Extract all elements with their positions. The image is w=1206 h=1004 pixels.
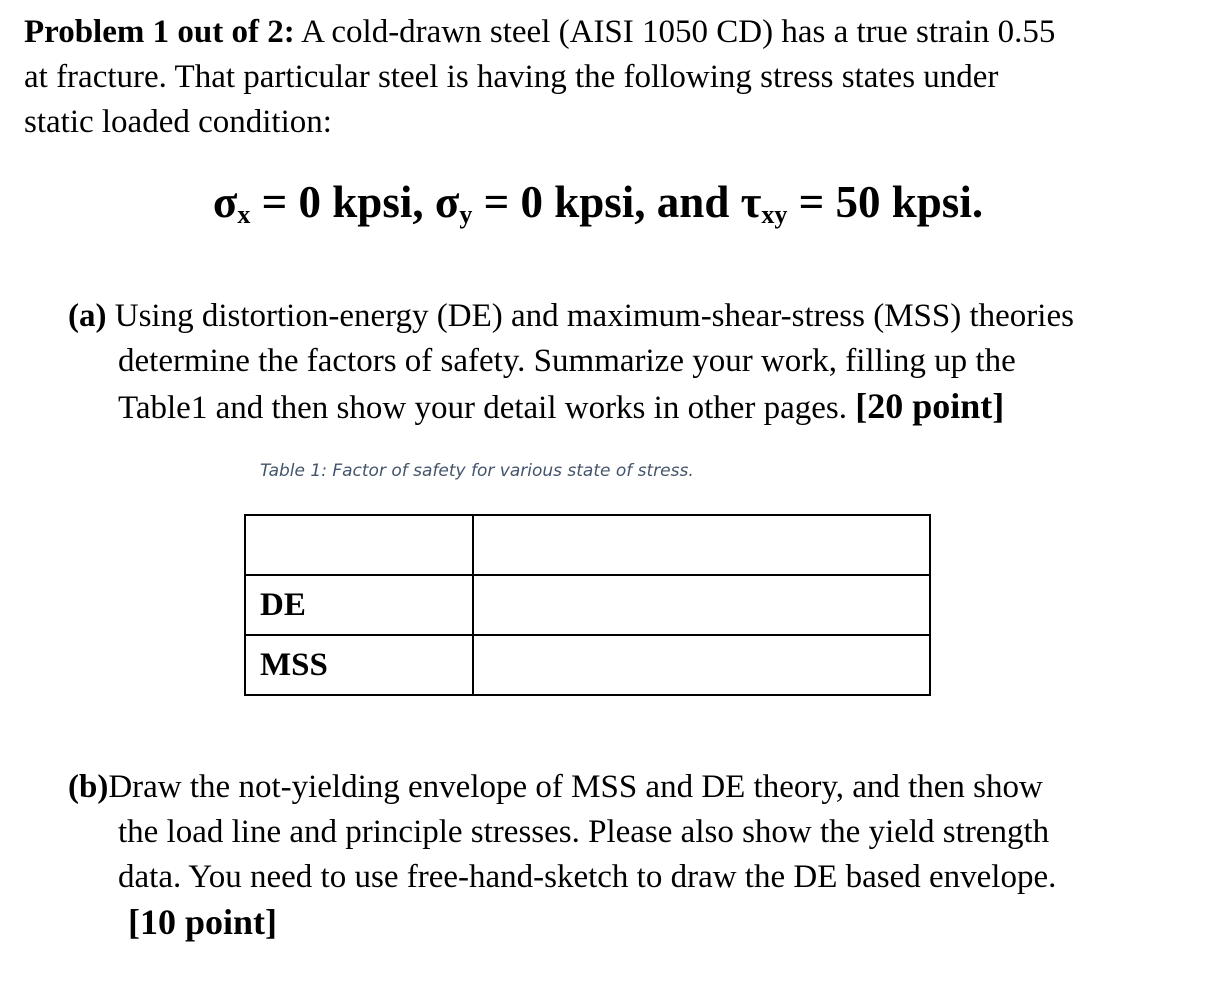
statement-line-2: at fracture. That particular steel is having the following stress states under <box>24 59 999 95</box>
factor-of-safety-table <box>244 514 931 696</box>
part-a-label: (a) <box>68 298 107 334</box>
part-a-text-3: Table1 and then show your detail works in other pages. <box>118 390 856 426</box>
sigma-x-value: = 0 kpsi, <box>250 177 435 227</box>
tau-xy-subscript: xy <box>761 200 788 229</box>
problem-intro <box>24 10 1184 145</box>
sigma-x-symbol: σ <box>212 177 238 227</box>
table-caption: Table 1: Factor of safety for various state of stress. <box>260 461 694 481</box>
table-row <box>245 515 930 575</box>
part-a-line-3 <box>68 384 1198 431</box>
part-a-points: [20 point] <box>855 386 1005 426</box>
table-cell-label[interactable] <box>245 515 473 575</box>
intro-line-1 <box>24 10 1184 55</box>
part-a-text-1: Using distortion-energy (DE) and maximum-shear-stress (MSS) theories <box>106 298 1074 334</box>
part-b-text-3: data. You need to use free-hand-sketch to draw the DE based envelope. <box>118 859 1057 895</box>
statement-line-1: A cold-drawn steel (AISI 1050 CD) has a true strain 0.55 <box>294 14 1056 50</box>
table-cell-value[interactable] <box>473 515 930 575</box>
sigma-y-symbol: σ <box>434 177 460 227</box>
part-b-text-2: the load line and principle stresses. Please also show the yield strength <box>118 814 1050 850</box>
part-b-line-4 <box>68 900 1198 947</box>
part-b-label: (b) <box>68 769 109 805</box>
part-a-line-1 <box>68 294 1198 339</box>
table-cell-value[interactable] <box>473 575 930 635</box>
sigma-y-value: = 0 kpsi, and <box>472 177 741 227</box>
table-cell-value[interactable] <box>473 635 930 695</box>
statement-line-3: static loaded condition: <box>24 104 332 140</box>
part-a <box>68 294 1198 431</box>
part-b <box>68 765 1198 947</box>
tau-xy-symbol: τ <box>740 177 762 227</box>
part-b-points: [10 point] <box>128 902 278 942</box>
table-row <box>245 635 930 695</box>
part-b-line-1 <box>68 765 1198 810</box>
part-b-text-1: Draw the not-yielding envelope of MSS and DE theory, and then show <box>108 769 1043 805</box>
stress-state-equation <box>0 172 1206 245</box>
table-cell-label: DE <box>245 575 473 635</box>
sigma-x-subscript: x <box>237 200 251 229</box>
table-row <box>245 575 930 635</box>
sigma-y-subscript: y <box>459 200 473 229</box>
table-cell-label: MSS <box>245 635 473 695</box>
tau-xy-value: = 50 kpsi. <box>787 177 984 227</box>
part-a-text-2: determine the factors of safety. Summarize your work, filling up the <box>118 343 1016 379</box>
problem-heading: Problem 1 out of 2: <box>24 14 295 50</box>
